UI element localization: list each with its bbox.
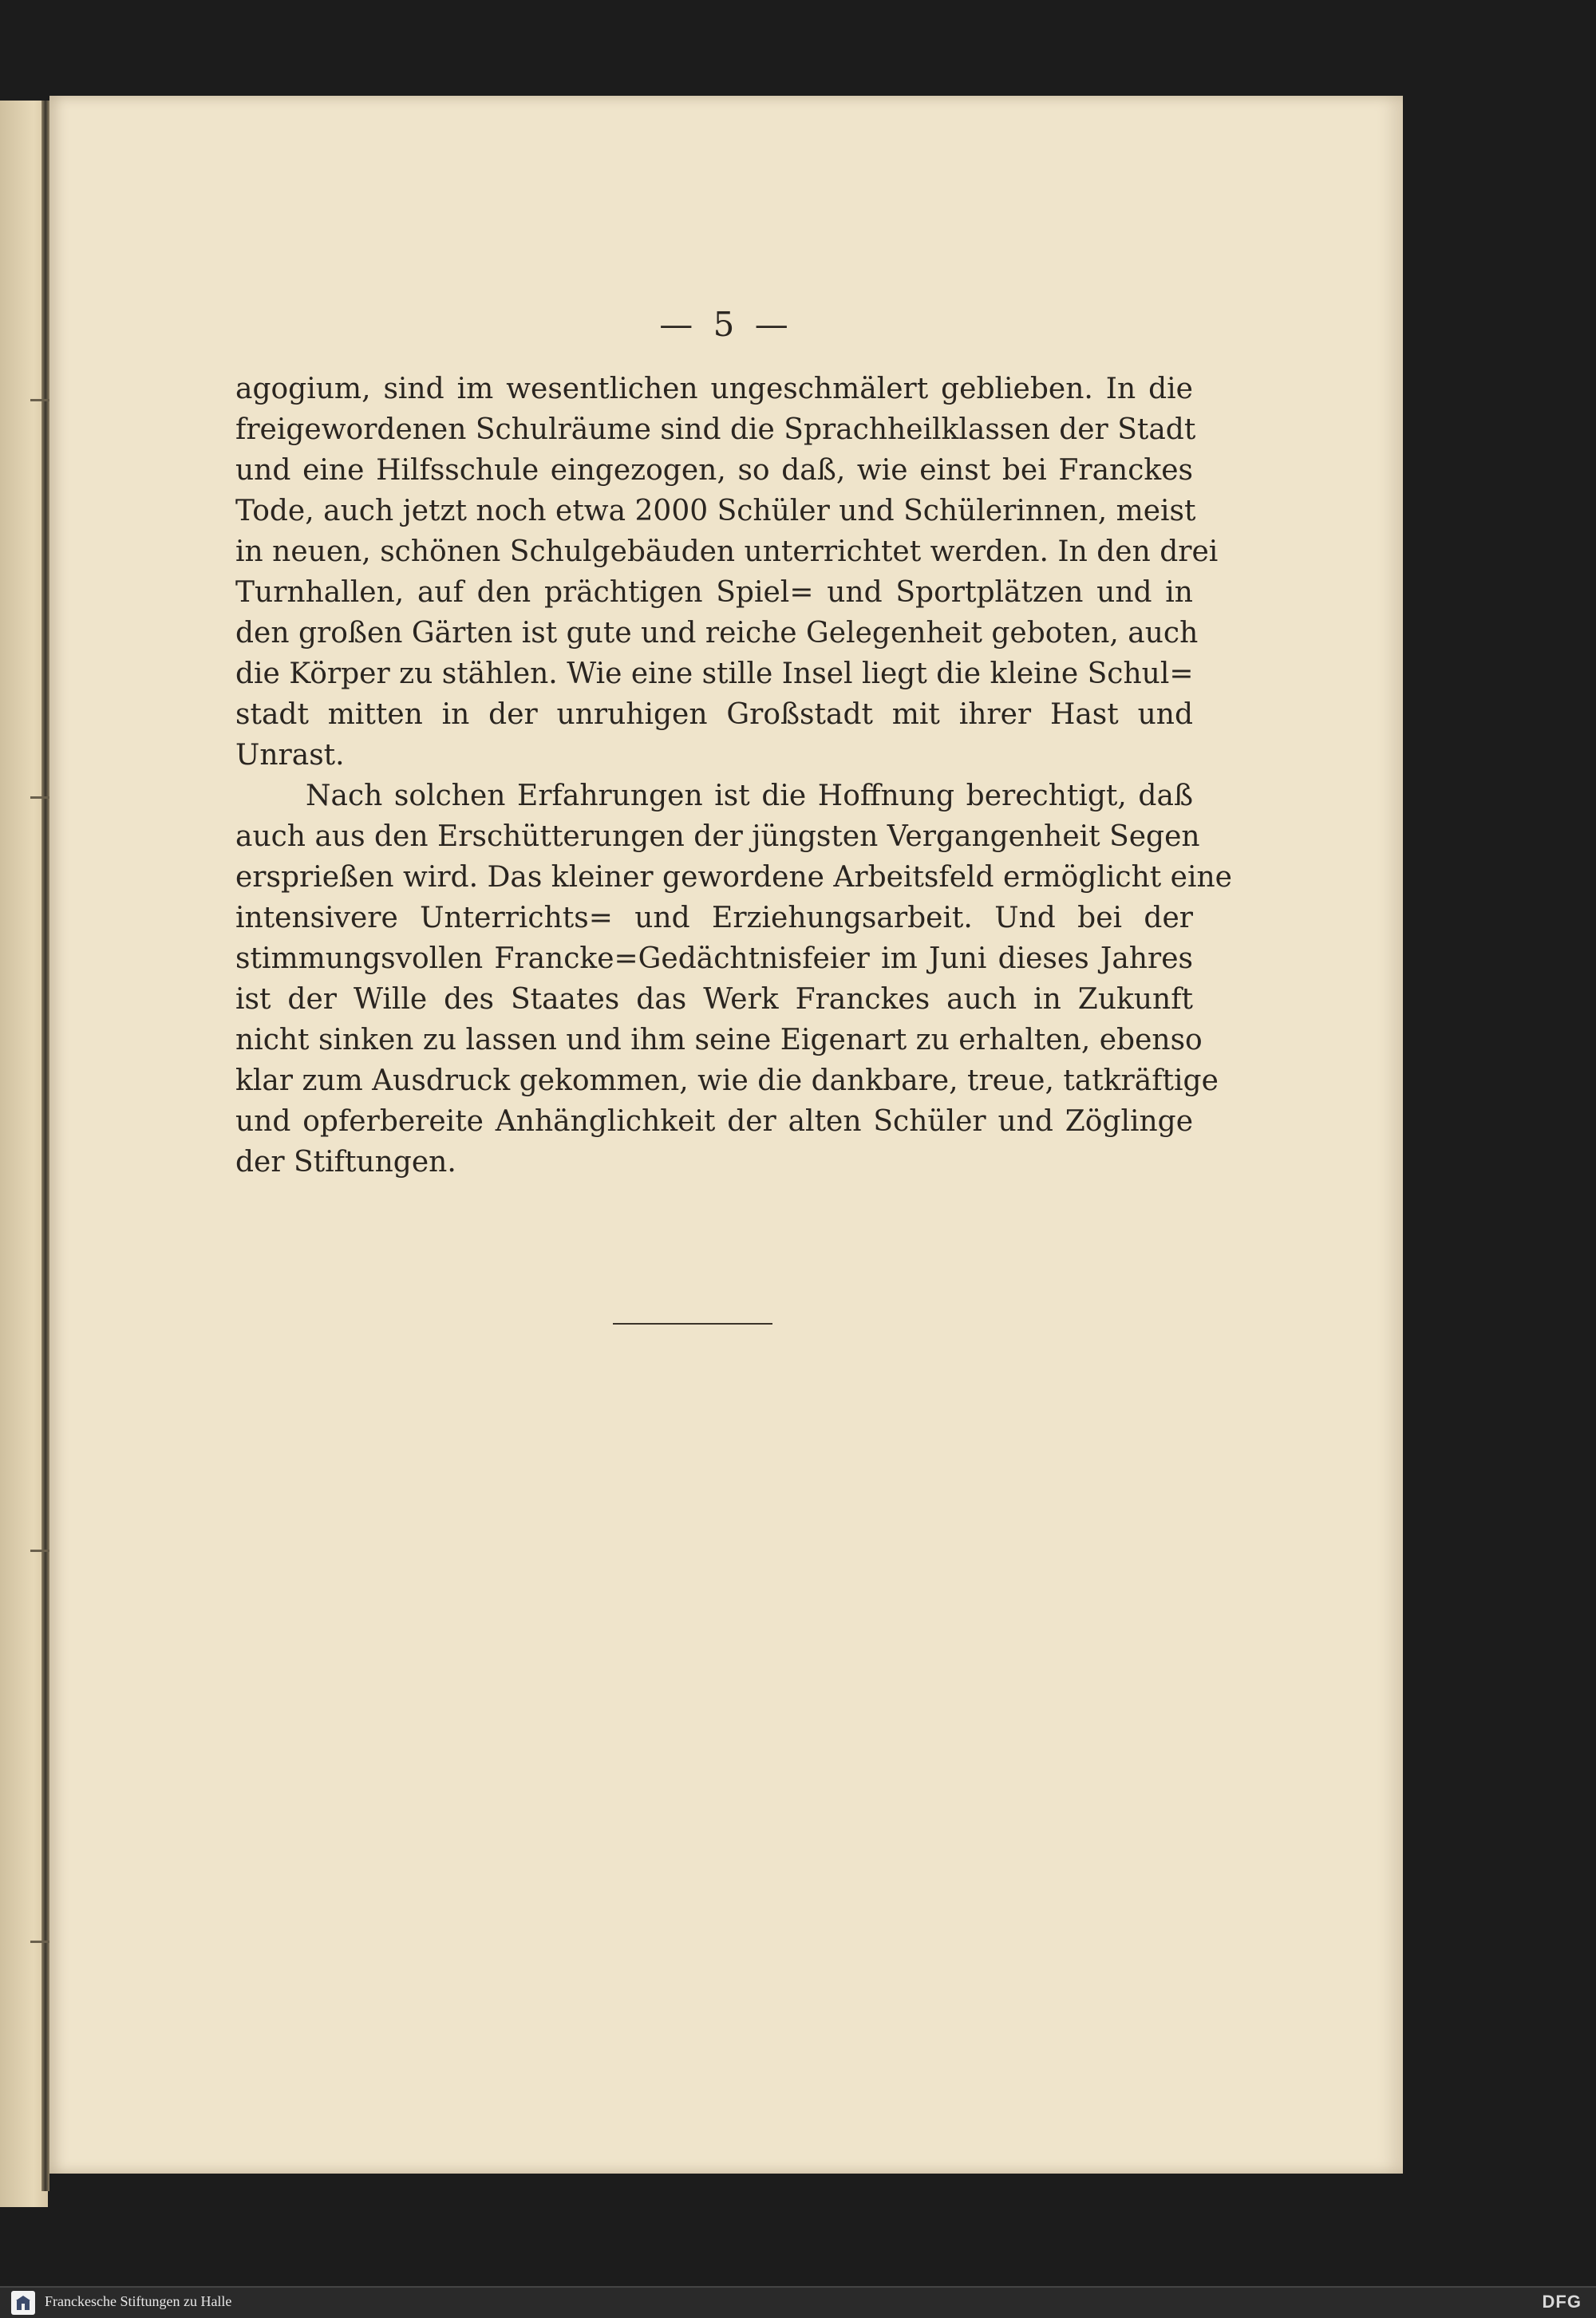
- book-gutter: [41, 101, 49, 2191]
- section-end-rule: [613, 1323, 772, 1325]
- text-line: ist der Wille des Staates das Werk Franckes auch in Zukunft: [235, 983, 1193, 1016]
- text-line: freigewordenen Schulräume sind die Sprachheilklassen der Stadt: [235, 413, 1196, 446]
- institution-name: Franckesche Stiftungen zu Halle: [45, 2293, 232, 2309]
- text-line: Unrast.: [235, 739, 345, 772]
- text-line: stadt mitten in der unruhigen Großstadt mit ihrer Hast und: [235, 698, 1193, 731]
- page-number: — 5 —: [659, 305, 793, 344]
- text-line: die Körper zu stählen. Wie eine stille Insel liegt die kleine Schul=: [235, 657, 1194, 690]
- facing-page-edge: [0, 101, 48, 2207]
- body-text: [235, 369, 1232, 1183]
- viewer-footer: [0, 2286, 1596, 2318]
- book-page: [49, 96, 1403, 2174]
- text-line: und eine Hilfsschule eingezogen, so daß, wie einst bei Franckes: [235, 454, 1193, 487]
- text-line: auch aus den Erschütterungen der jüngsten Vergangenheit Segen: [235, 820, 1200, 853]
- dfg-logo: DFG: [1542, 2292, 1582, 2312]
- text-line: Turnhallen, auf den prächtigen Spiel= und Sportplätzen und in: [235, 576, 1193, 609]
- paragraph-2: [235, 776, 1232, 1183]
- institution-seal-icon: [11, 2291, 35, 2315]
- text-line: Tode, auch jetzt noch etwa 2000 Schüler und Schülerinnen, meist: [235, 495, 1196, 527]
- text-line: Nach solchen Erfahrungen ist die Hoffnung berechtigt, daß: [306, 780, 1193, 812]
- text-line: den großen Gärten ist gute und reiche Gelegenheit geboten, auch: [235, 617, 1199, 650]
- text-line: und opferbereite Anhänglichkeit der alten Schüler und Zöglinge: [235, 1105, 1193, 1138]
- paragraph-1: [235, 369, 1219, 776]
- text-line: stimmungsvollen Francke=Gedächtnisfeier im Juni dieses Jahres: [235, 942, 1193, 975]
- text-line: ersprießen wird. Das kleiner gewordene Arbeitsfeld ermöglicht eine: [235, 861, 1232, 894]
- text-line: in neuen, schönen Schulgebäuden unterrichtet werden. In den drei: [235, 535, 1219, 568]
- text-line: agogium, sind im wesentlichen ungeschmälert geblieben. In die: [235, 373, 1193, 405]
- text-line: intensivere Unterrichts= und Erziehungsarbeit. Und bei der: [235, 902, 1193, 934]
- text-line: klar zum Ausdruck gekommen, wie die dankbare, treue, tatkräftige: [235, 1064, 1219, 1097]
- text-line: der Stiftungen.: [235, 1146, 456, 1179]
- text-line: nicht sinken zu lassen und ihm seine Eigenart zu erhalten, ebenso: [235, 1024, 1203, 1056]
